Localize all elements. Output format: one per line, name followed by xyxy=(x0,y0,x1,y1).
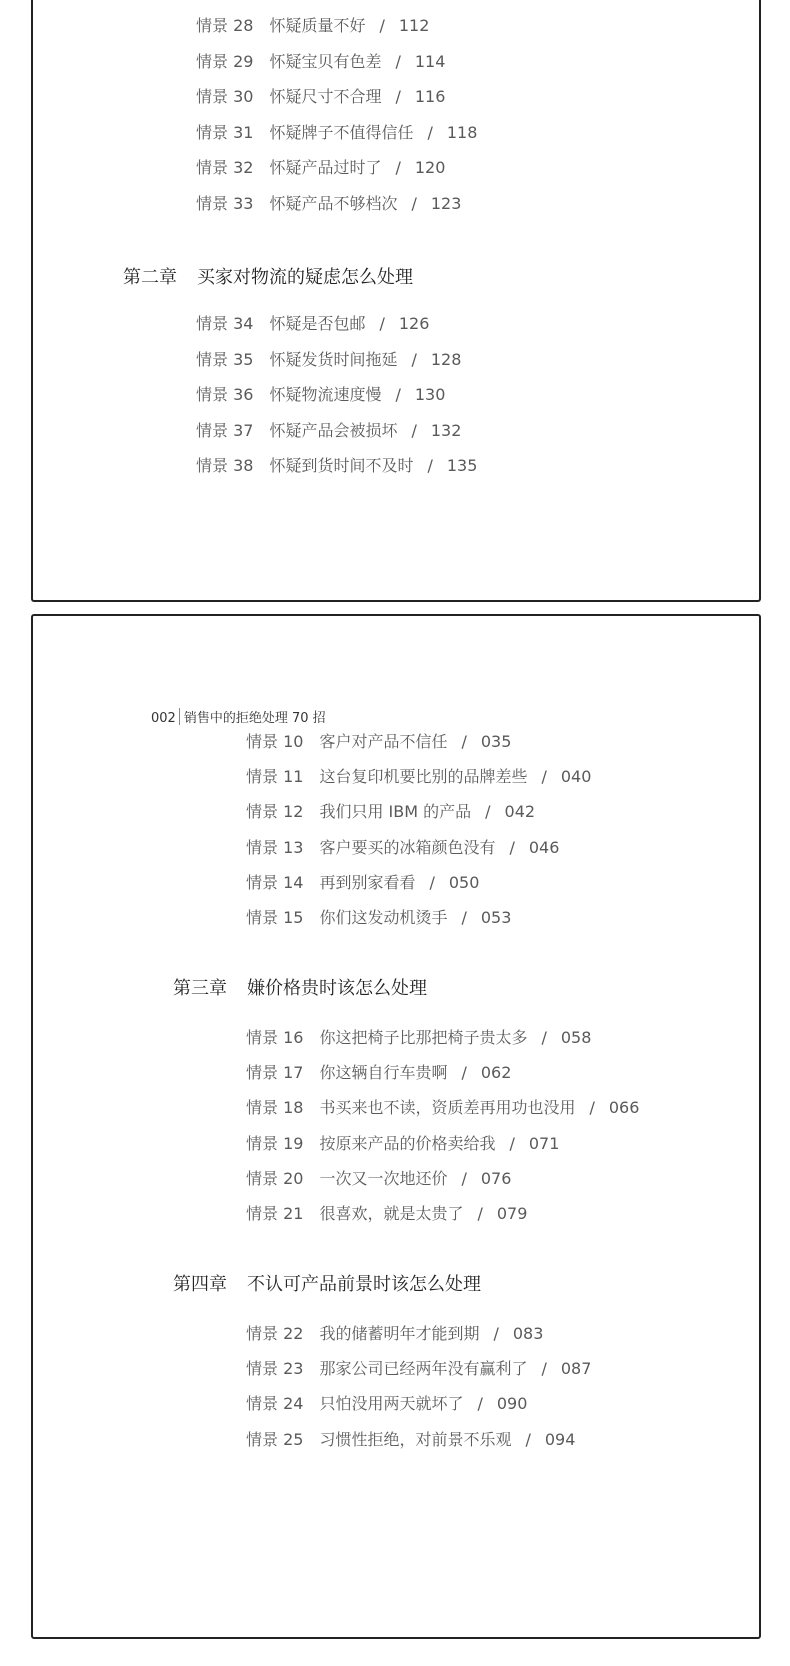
entry-title: 怀疑牌子不值得信任 xyxy=(269,122,414,142)
scene-label: 情景 31 xyxy=(196,122,254,142)
scene-label: 情景 28 xyxy=(196,16,254,35)
page-separator: / xyxy=(485,802,491,822)
page-ref: 050 xyxy=(448,872,480,892)
toc-page-bottom xyxy=(31,614,761,1639)
scene-label: 情景 34 xyxy=(196,314,254,333)
entry-title: 怀疑产品会被损坏 xyxy=(269,420,398,440)
page-separator: / xyxy=(461,732,467,751)
chapter-title: 嫌价格贵时该怎么处理 xyxy=(247,978,427,999)
toc-page-top xyxy=(31,0,761,602)
scene-label: 情景 10 xyxy=(246,732,304,751)
entry-title: 怀疑发货时间拖延 xyxy=(269,349,398,369)
page-ref: 114 xyxy=(414,51,446,71)
page-ref: 035 xyxy=(480,732,512,751)
page-separator: / xyxy=(379,16,385,35)
chapter-heading xyxy=(173,978,427,1000)
entry-title: 你这把椅子比那把椅子贵太多 xyxy=(319,1028,528,1047)
toc-entry xyxy=(246,1028,591,1048)
scene-label: 情景 21 xyxy=(246,1204,304,1223)
page-ref: 040 xyxy=(560,767,592,787)
toc-entry xyxy=(246,767,591,787)
toc-entry xyxy=(246,1394,527,1414)
page-ref: 126 xyxy=(398,314,430,333)
entry-title: 怀疑尺寸不合理 xyxy=(269,87,382,106)
page-separator: / xyxy=(477,1394,483,1414)
scene-label: 情景 16 xyxy=(246,1028,304,1047)
entry-title: 我的储蓄明年才能到期 xyxy=(319,1324,480,1343)
scene-label: 情景 37 xyxy=(196,420,254,440)
page-separator: / xyxy=(411,349,417,369)
page-ref: 094 xyxy=(544,1429,576,1449)
scene-label: 情景 33 xyxy=(196,193,254,213)
page-separator: / xyxy=(427,456,433,475)
toc-entry xyxy=(196,456,477,476)
entry-title: 我们只用 IBM 的产品 xyxy=(319,802,472,822)
page-separator: / xyxy=(461,1168,467,1188)
page-ref: 076 xyxy=(480,1168,512,1188)
entry-title: 按原来产品的价格卖给我 xyxy=(319,1133,496,1153)
entry-title: 习惯性拒绝，对前景不乐观 xyxy=(319,1429,512,1449)
page-separator: / xyxy=(589,1098,595,1118)
scene-label: 情景 32 xyxy=(196,158,254,177)
scene-label: 情景 11 xyxy=(246,767,304,787)
page-separator: / xyxy=(525,1429,531,1449)
page-ref: 090 xyxy=(496,1394,528,1414)
page-ref: 066 xyxy=(608,1098,640,1118)
page-separator: / xyxy=(395,51,401,71)
scene-label: 情景 35 xyxy=(196,349,254,369)
toc-entry xyxy=(196,123,477,143)
entry-title: 怀疑产品不够档次 xyxy=(269,193,398,213)
scene-label: 情景 14 xyxy=(246,872,304,892)
page-separator: / xyxy=(411,193,417,213)
entry-title: 怀疑产品过时了 xyxy=(269,158,382,177)
scene-label: 情景 30 xyxy=(196,87,254,106)
chapter-number: 第三章 xyxy=(173,978,227,999)
entry-title: 怀疑是否包邮 xyxy=(269,314,366,333)
toc-entry xyxy=(196,421,461,441)
toc-entry xyxy=(246,838,559,858)
page-ref: 118 xyxy=(446,122,478,142)
page-ref: 083 xyxy=(512,1324,544,1343)
page-separator: / xyxy=(395,87,401,106)
chapter-title: 不认可产品前景时该怎么处理 xyxy=(247,1274,481,1295)
page-separator: / xyxy=(461,1063,467,1083)
scene-label: 情景 19 xyxy=(246,1133,304,1153)
scene-label: 情景 22 xyxy=(246,1324,304,1343)
chapter-heading xyxy=(173,1274,481,1296)
page-ref: 132 xyxy=(430,420,462,440)
page-separator: / xyxy=(379,314,385,333)
entry-title: 怀疑宝贝有色差 xyxy=(269,51,382,71)
page-ref: 116 xyxy=(414,87,446,106)
scene-label: 情景 17 xyxy=(246,1063,304,1083)
toc-entry xyxy=(246,908,511,928)
toc-entry xyxy=(196,385,445,405)
page-separator: / xyxy=(509,1133,515,1153)
book-title: 销售中的拒绝处理 70 招 xyxy=(183,711,326,726)
scene-label: 情景 12 xyxy=(246,802,304,822)
page-ref: 128 xyxy=(430,349,462,369)
entry-title: 你这辆自行车贵啊 xyxy=(319,1063,448,1083)
page-ref: 130 xyxy=(414,385,446,404)
scene-label: 情景 25 xyxy=(246,1429,304,1449)
page-separator: / xyxy=(395,385,401,404)
toc-entry xyxy=(196,87,445,107)
page-ref: 042 xyxy=(504,802,536,822)
toc-entry xyxy=(246,1359,591,1379)
chapter-title: 买家对物流的疑虑怎么处理 xyxy=(197,267,413,288)
page-ref: 053 xyxy=(480,908,512,927)
toc-entry xyxy=(196,350,461,370)
entry-title: 很喜欢，就是太贵了 xyxy=(319,1204,464,1223)
entry-title: 一次又一次地还价 xyxy=(319,1168,448,1188)
toc-entry xyxy=(246,1134,559,1154)
scene-label: 情景 24 xyxy=(246,1394,304,1414)
page-ref: 120 xyxy=(414,158,446,177)
page-separator: / xyxy=(395,158,401,177)
chapter-number: 第四章 xyxy=(173,1274,227,1295)
page-ref: 079 xyxy=(496,1204,528,1223)
entry-title: 那家公司已经两年没有赢利了 xyxy=(319,1359,528,1379)
page-separator: / xyxy=(411,420,417,440)
scene-label: 情景 13 xyxy=(246,837,304,857)
page-number: 002 xyxy=(151,711,176,726)
page-ref: 046 xyxy=(528,837,560,857)
scene-label: 情景 29 xyxy=(196,51,254,71)
scene-label: 情景 20 xyxy=(246,1168,304,1188)
page-separator: / xyxy=(509,837,515,857)
page-separator: / xyxy=(541,767,547,787)
toc-entry xyxy=(246,732,511,752)
toc-entry xyxy=(246,1430,575,1450)
toc-entry xyxy=(196,158,445,178)
scene-label: 情景 15 xyxy=(246,908,304,927)
toc-entry xyxy=(246,1063,511,1083)
page-ref: 123 xyxy=(430,193,462,213)
header-divider xyxy=(179,708,180,725)
page-ref: 087 xyxy=(560,1359,592,1379)
page-separator: / xyxy=(427,122,433,142)
entry-title: 你们这发动机烫手 xyxy=(319,908,448,927)
toc-entry xyxy=(246,1324,543,1344)
scene-label: 情景 38 xyxy=(196,456,254,475)
toc-entry xyxy=(196,52,445,72)
entry-title: 怀疑质量不好 xyxy=(269,16,366,35)
page-separator: / xyxy=(461,908,467,927)
scene-label: 情景 18 xyxy=(246,1098,304,1118)
entry-title: 再到别家看看 xyxy=(319,872,416,892)
page-separator: / xyxy=(541,1359,547,1379)
page-separator: / xyxy=(477,1204,483,1223)
page-ref: 062 xyxy=(480,1063,512,1083)
page-separator: / xyxy=(429,872,435,892)
entry-title: 客户要买的冰箱颜色没有 xyxy=(319,837,496,857)
page-separator: / xyxy=(541,1028,547,1047)
toc-entry xyxy=(246,873,479,893)
chapter-heading xyxy=(123,267,413,289)
entry-title: 客户对产品不信任 xyxy=(319,732,448,751)
page-ref: 112 xyxy=(398,16,430,35)
scene-label: 情景 36 xyxy=(196,385,254,404)
page-ref: 058 xyxy=(560,1028,592,1047)
toc-entry xyxy=(246,1204,527,1224)
page-header xyxy=(151,708,326,728)
page-separator: / xyxy=(493,1324,499,1343)
toc-entry xyxy=(246,1169,511,1189)
page-ref: 135 xyxy=(446,456,478,475)
page-ref: 071 xyxy=(528,1133,560,1153)
scene-label: 情景 23 xyxy=(246,1359,304,1379)
toc-entry xyxy=(246,802,535,822)
entry-title: 怀疑到货时间不及时 xyxy=(269,456,414,475)
chapter-number: 第二章 xyxy=(123,267,177,288)
toc-entry xyxy=(246,1098,639,1118)
entry-title: 这台复印机要比别的品牌差些 xyxy=(319,767,528,787)
toc-entry xyxy=(196,16,429,36)
toc-entry xyxy=(196,194,461,214)
entry-title: 只怕没用两天就坏了 xyxy=(319,1394,464,1414)
entry-title: 书买来也不读，资质差再用功也没用 xyxy=(319,1098,576,1118)
toc-entry xyxy=(196,314,429,334)
entry-title: 怀疑物流速度慢 xyxy=(269,385,382,404)
